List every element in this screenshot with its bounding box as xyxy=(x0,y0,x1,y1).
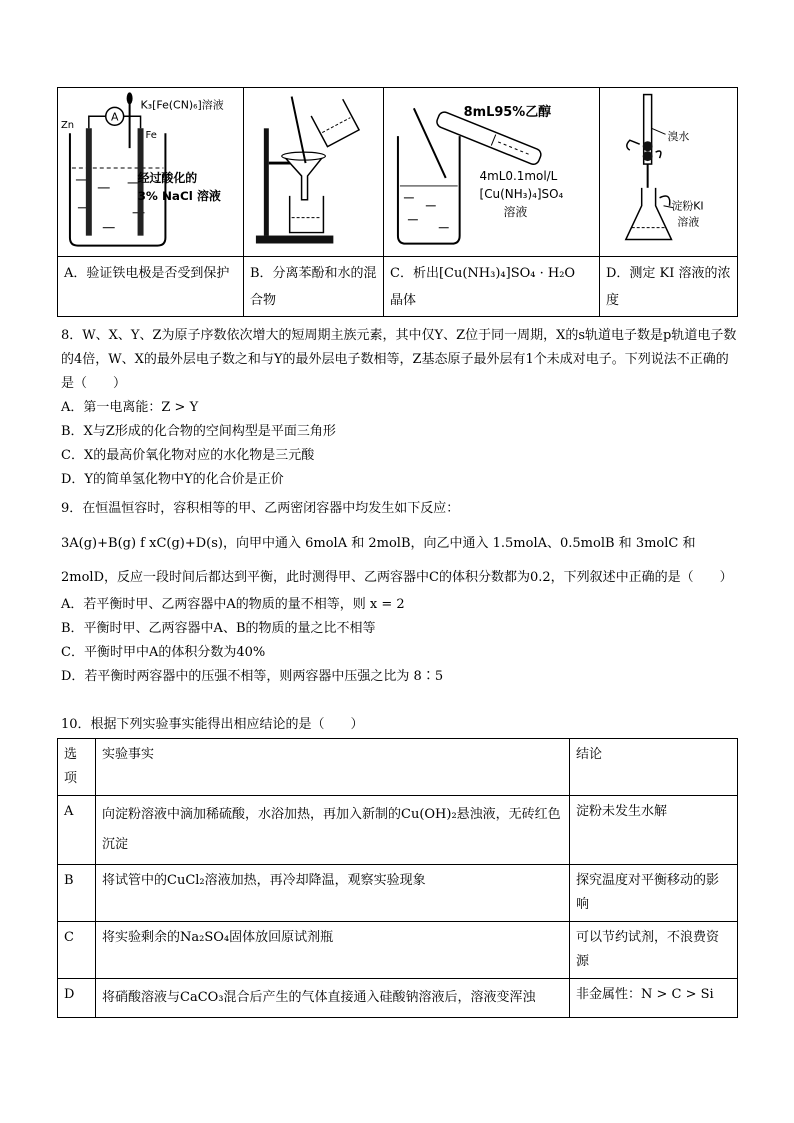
question-8-option-b: B．X与Z形成的化合物的空间构型是平面三角形 xyxy=(61,424,336,439)
solution-label-line2: 3% NaCl 溶液 xyxy=(137,188,221,203)
caption-c-formula: [Cu(NH₃)₄]SO₄ · H₂O xyxy=(438,266,576,281)
row-conclusion: 可以节约试剂，不浪费资源 xyxy=(570,922,738,979)
question-8-option-d: D．Y的简单氢化物中Y的化合价是正价 xyxy=(61,472,284,487)
electrochemistry-apparatus-illustration xyxy=(58,88,243,256)
row-fact: 将硝酸溶液与CaCO₃混合后产生的气体直接通入硅酸钠溶液后，溶液变浑浊 xyxy=(96,979,570,1018)
starch-ki-label-line1: 淀粉KI xyxy=(671,199,704,213)
header-option: 选项 xyxy=(58,739,96,796)
caption-c-suffix: 晶体 xyxy=(390,293,417,308)
question-9-stem-line2-text: ，向甲中通入 6molA 和 2molB，向乙中通入 1.5molA、0.5molB 和 3molC 和 xyxy=(223,536,696,551)
bromine-water-label: 溴水 xyxy=(667,130,690,144)
row-fact: 向淀粉溶液中滴加稀硫酸，水浴加热，再加入新制的Cu(OH)₂悬浊液，无砖红色沉淀 xyxy=(96,796,570,865)
question-9-option-c: C．平衡时甲中A的体积分数为40% xyxy=(61,645,266,660)
figure-b-filtration xyxy=(244,88,384,257)
row-option: C xyxy=(58,922,96,979)
question-9-option-d: D．若平衡时两容器中的压强不相等，则两容器中压强之比为 8∶5 xyxy=(61,669,444,684)
caption-b: B．分离苯酚和水的混合物 xyxy=(244,257,384,317)
caption-a: A．验证铁电极是否受到保护 xyxy=(58,257,244,317)
crystallization-apparatus-illustration xyxy=(384,88,599,256)
reaction-equation: 3A(g)+B(g) f xC(g)+D(s) xyxy=(61,536,223,551)
caption-d: D．测定 KI 溶液的浓度 xyxy=(600,257,738,317)
question-8-stem: 8．W、X、Y、Z为原子序数依次增大的短周期主族元素，其中仅Y、Z位于同一周期，X的s轨道电子数是p轨道电子数的4倍，W、X的最外层电子数之和与Y的最外层电子数相等，Z基态原子最外层有1个未成对电子。下列说法不正确的是（ ） xyxy=(61,328,737,391)
fe-label: Fe xyxy=(145,130,157,142)
table-row xyxy=(58,979,738,1018)
question-8-option-c: C．X的最高价氧化物对应的水化物是三元酸 xyxy=(61,448,315,463)
row-conclusion: 淀粉未发生水解 xyxy=(570,796,738,865)
header-conclusion: 结论 xyxy=(570,739,738,796)
row-fact: 将试管中的CuCl₂溶液加热，再冷却降温，观察实验现象 xyxy=(96,865,570,922)
table-row xyxy=(58,796,738,865)
solution-label-line1: 4mL0.1mol/L xyxy=(479,168,558,183)
question-8 xyxy=(61,324,737,492)
solution-label-line2: [Cu(NH₃)₄]SO₄ xyxy=(479,186,564,201)
titration-apparatus-illustration xyxy=(600,88,737,256)
experiment-figure-table xyxy=(57,87,738,317)
reagent-label: K₃[Fe(CN)₆]溶液 xyxy=(140,98,224,112)
question-10 xyxy=(61,713,737,737)
ammeter-label: A xyxy=(110,110,119,124)
caption-c-prefix: C．析出 xyxy=(390,266,439,281)
question-9-option-b: B．平衡时甲、乙两容器中A、B的物质的量之比不相等 xyxy=(61,621,376,636)
row-option: B xyxy=(58,865,96,922)
question-9-stem-line2 xyxy=(61,529,737,559)
figure-a-electrolysis xyxy=(58,88,244,257)
starch-ki-label-line2: 溶液 xyxy=(677,215,700,229)
row-conclusion: 非金属性：N > C > Si xyxy=(570,979,738,1018)
zn-label: Zn xyxy=(60,120,75,132)
ethanol-label: 8mL95%乙醇 xyxy=(463,105,552,121)
solution-label-line3: 溶液 xyxy=(503,204,528,219)
table-row xyxy=(58,865,738,922)
table-row xyxy=(58,922,738,979)
question-8-option-a: A．第一电离能：Z > Y xyxy=(61,400,199,415)
question-9-stem-line1: 9．在恒温恒容时，容积相等的甲、乙两密闭容器中均发生如下反应： xyxy=(61,501,460,516)
filtration-apparatus-illustration xyxy=(244,88,383,256)
question-10-stem: 10．根据下列实验事实能得出相应结论的是（ ） xyxy=(61,717,364,732)
row-option: A xyxy=(58,796,96,865)
figure-c-crystallization xyxy=(384,88,600,257)
row-conclusion: 探究温度对平衡移动的影响 xyxy=(570,865,738,922)
question-9-stem-line3: 2molD，反应一段时间后都达到平衡，此时测得甲、乙两容器中C的体积分数都为0.2，下列叙述中正确的是（ ） xyxy=(61,570,733,585)
question-9 xyxy=(61,497,737,689)
caption-c xyxy=(384,257,600,317)
question-10-table xyxy=(57,738,738,1018)
header-fact: 实验事实 xyxy=(96,739,570,796)
row-fact: 将实验剩余的Na₂SO₄固体放回原试剂瓶 xyxy=(96,922,570,979)
figure-d-titration xyxy=(600,88,738,257)
solution-label-line1: 经过酸化的 xyxy=(137,170,198,185)
table-header-row xyxy=(58,739,738,796)
question-9-option-a: A．若平衡时甲、乙两容器中A的物质的量不相等，则 x = 2 xyxy=(61,597,405,612)
row-option: D xyxy=(58,979,96,1018)
